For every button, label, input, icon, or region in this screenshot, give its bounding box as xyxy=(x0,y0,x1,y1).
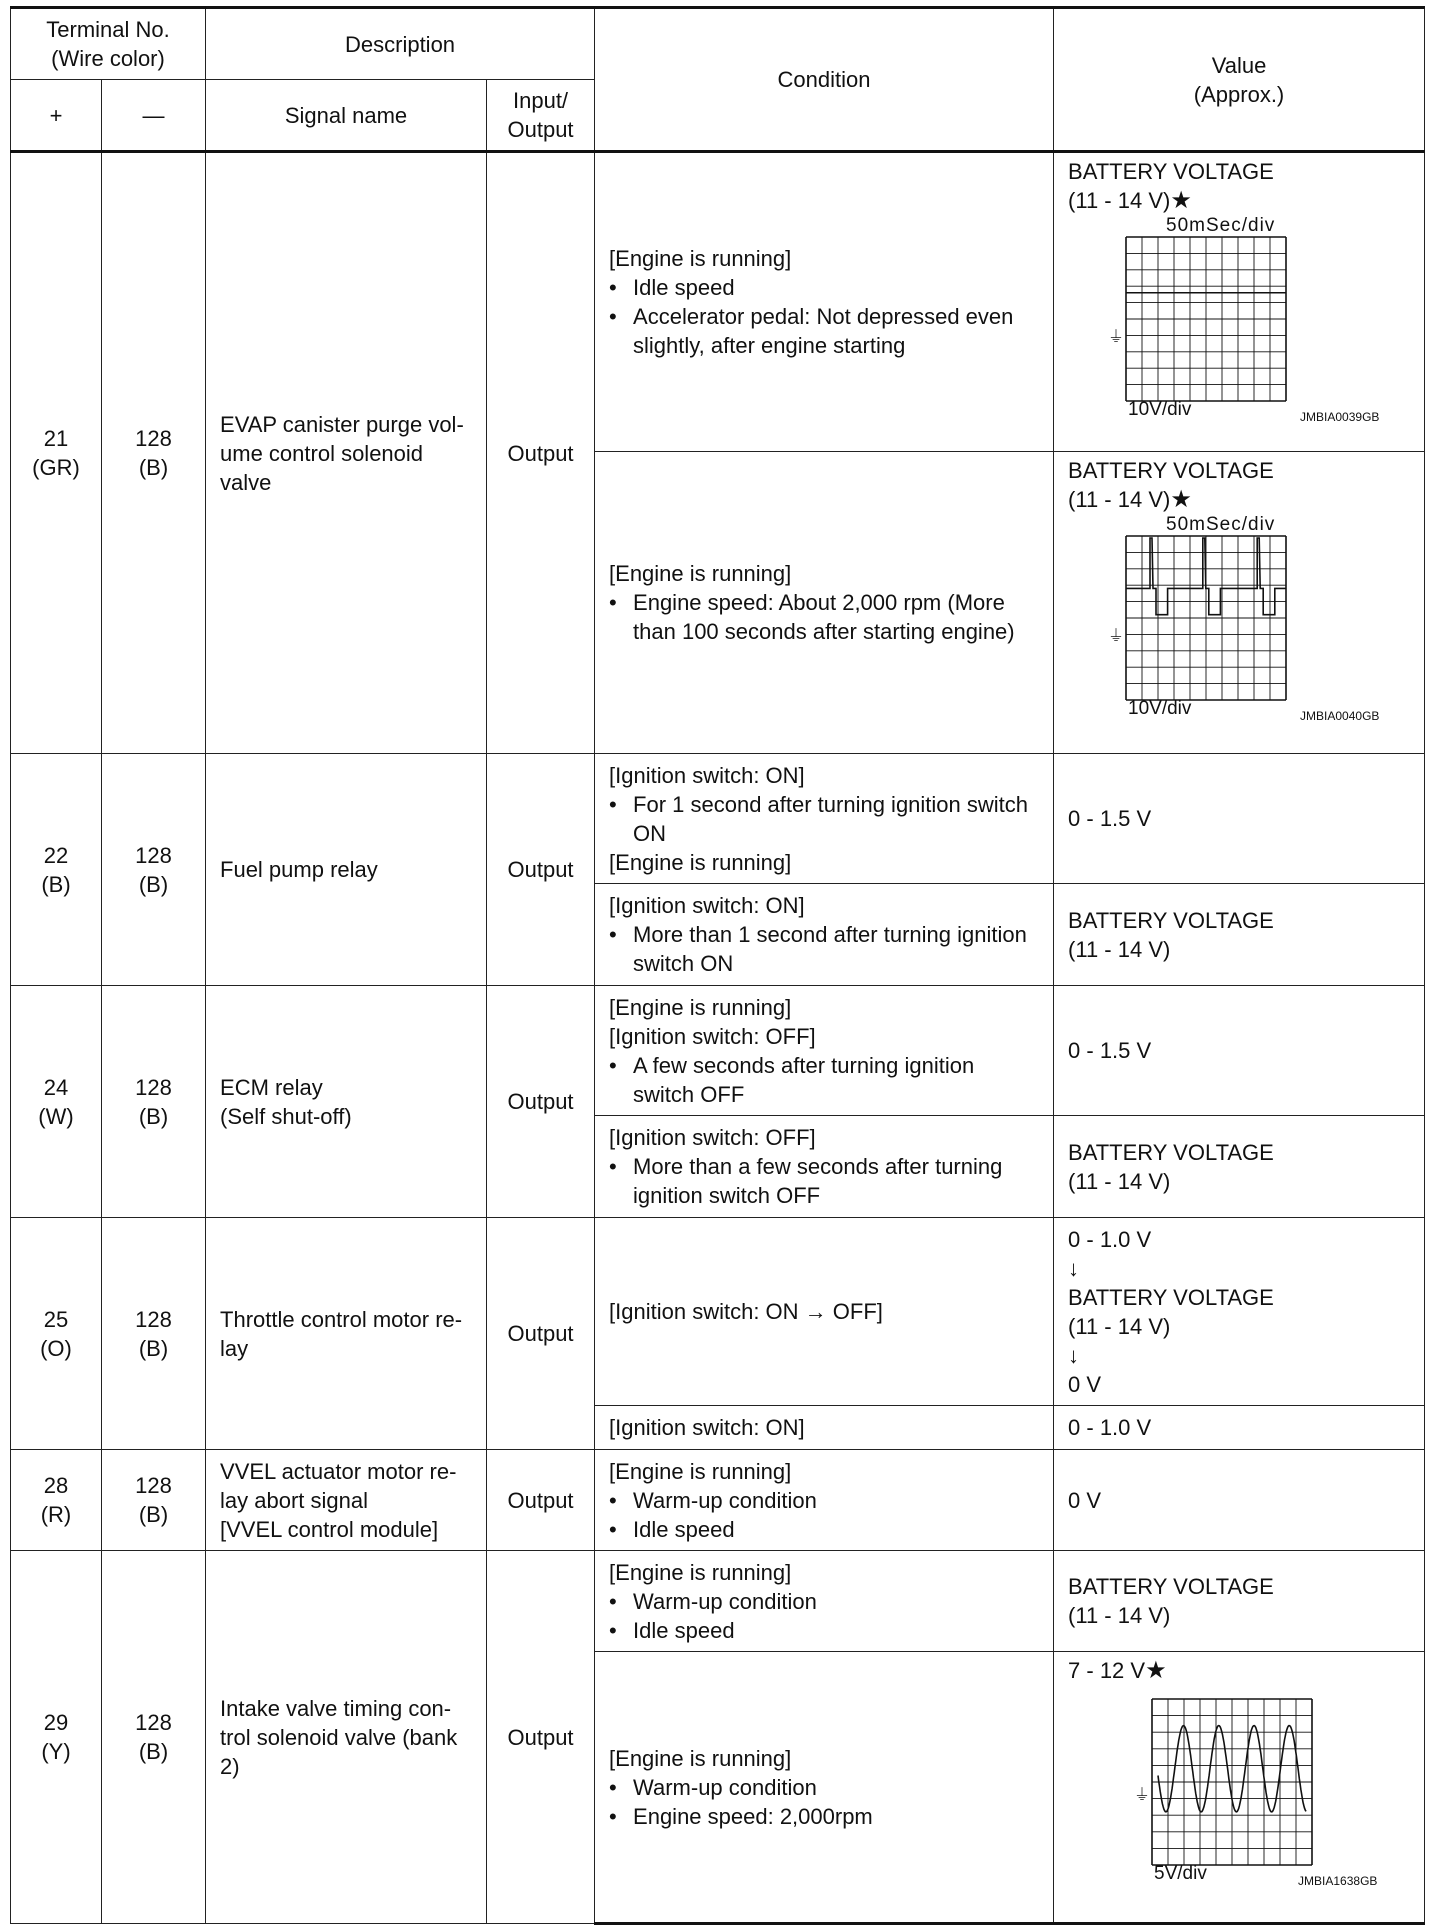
ecm-terminal-table xyxy=(10,6,1425,1925)
condition-bullet xyxy=(609,273,1043,302)
minus-wire-color: (B) xyxy=(138,1502,169,1527)
condition-cell xyxy=(595,754,1054,884)
condition-line: [Engine is running] xyxy=(609,561,792,586)
plus-terminal-no: 29 xyxy=(43,1710,69,1735)
minus-terminal-no: 128 xyxy=(135,1710,172,1735)
bullet-dot-icon: • xyxy=(609,1487,617,1513)
header-input-output xyxy=(487,80,595,152)
header-minus: — xyxy=(102,80,206,152)
condition-cell xyxy=(595,152,1054,452)
bullet-dot-icon: • xyxy=(609,304,617,329)
value-line xyxy=(1068,1341,1414,1370)
minus-wire-color: (B) xyxy=(138,455,169,480)
bullet-dot-icon: • xyxy=(609,590,617,615)
condition-bullet xyxy=(609,1773,1043,1802)
signal-name-line: (Self shut-off) xyxy=(220,1103,352,1129)
plus-terminal-no: 25 xyxy=(43,1306,69,1332)
value-line xyxy=(1068,1486,1414,1515)
condition-bullet xyxy=(609,819,1043,848)
minus-terminal-no: 128 xyxy=(135,1074,172,1100)
table-row xyxy=(11,1218,1425,1406)
minus-terminal-cell xyxy=(102,1450,206,1551)
value-cell xyxy=(1054,754,1425,884)
value-cell xyxy=(1054,1218,1425,1406)
minus-terminal-cell xyxy=(102,152,206,754)
condition-line: [Ignition switch: ON] xyxy=(609,762,805,788)
minus-terminal-no: 128 xyxy=(135,842,172,868)
signal-name-line: lay xyxy=(220,1335,249,1361)
condition-cell xyxy=(595,1406,1054,1450)
table-row xyxy=(11,1551,1425,1652)
star-icon: ★ xyxy=(1145,1657,1167,1684)
plus-terminal-cell xyxy=(11,986,102,1218)
oscilloscope-waveform xyxy=(1068,215,1398,424)
signal-name-line: ECM relay xyxy=(220,1074,323,1100)
plus-terminal-cell xyxy=(11,152,102,754)
condition-bullet xyxy=(609,1486,1043,1515)
bullet-dot-icon: • xyxy=(609,1774,617,1800)
value-text: 0 - 1.5 V xyxy=(1068,806,1152,831)
scope-grid-svg xyxy=(1068,1685,1388,1890)
value-text: 0 - 1.5 V xyxy=(1068,1038,1152,1063)
condition-cell xyxy=(595,1116,1054,1218)
plus-wire-color: (B) xyxy=(41,871,71,897)
figure-code: JMBIA0039GB xyxy=(1300,410,1380,424)
input-output-cell: Output xyxy=(487,754,595,986)
value-line xyxy=(1068,1138,1414,1167)
condition-bullet xyxy=(609,1515,1043,1544)
value-cell xyxy=(1054,884,1425,986)
value-text: (11 - 14 V) xyxy=(1068,936,1171,962)
condition-bullet xyxy=(609,1616,1043,1645)
table-body xyxy=(11,152,1425,1924)
wire-color-label: (Wire color) xyxy=(51,46,165,71)
bullet-text: Warm-up condition xyxy=(633,1588,817,1614)
signal-name-cell xyxy=(206,152,487,754)
value-text: (11 - 14 V) xyxy=(1068,487,1171,512)
bullet-text: Accelerator pedal: Not depressed even xyxy=(633,304,1014,329)
value-text: (11 - 14 V) xyxy=(1068,188,1171,213)
star-icon: ★ xyxy=(1170,187,1192,214)
table-row xyxy=(11,986,1425,1116)
minus-terminal-no: 128 xyxy=(135,1306,172,1332)
value-text: ↓ xyxy=(1068,1342,1080,1368)
signal-name-cell xyxy=(206,1551,487,1924)
table-row xyxy=(11,754,1425,884)
value-line xyxy=(1068,1036,1414,1065)
bullet-dot-icon: • xyxy=(609,1803,617,1829)
bullet-text: slightly, after engine starting xyxy=(633,333,906,358)
terminal-spec-document xyxy=(10,6,1424,1925)
condition-bullet xyxy=(609,302,1043,331)
value-text: BATTERY VOLTAGE xyxy=(1068,1284,1274,1310)
bullet-dot-icon: • xyxy=(609,1154,617,1179)
value-text: (11 - 14 V) xyxy=(1068,1603,1171,1628)
bullet-dot-icon: • xyxy=(609,1617,617,1643)
input-output-cell: Output xyxy=(487,986,595,1218)
bullet-text: switch OFF xyxy=(633,1081,745,1107)
input-label: Input/ xyxy=(513,88,569,113)
condition-cell xyxy=(595,1551,1054,1652)
plus-wire-color: (Y) xyxy=(41,1739,71,1764)
value-line xyxy=(1068,1572,1414,1601)
value-line xyxy=(1068,1413,1414,1442)
bullet-dot-icon: • xyxy=(609,1052,617,1078)
plus-terminal-no: 24 xyxy=(43,1074,69,1100)
ground-symbol-icon: ⏚ xyxy=(1108,626,1125,646)
condition-cell xyxy=(595,1218,1054,1406)
value-label: Value xyxy=(1211,52,1267,78)
value-text: 7 - 12 V xyxy=(1068,1658,1146,1683)
bullet-text: A few seconds after turning ignition xyxy=(633,1052,975,1078)
value-cell xyxy=(1054,986,1425,1116)
input-output-cell: Output xyxy=(487,1450,595,1551)
plus-terminal-cell xyxy=(11,1218,102,1450)
signal-name-cell xyxy=(206,986,487,1218)
figure-code: JMBIA0040GB xyxy=(1300,709,1380,723)
minus-wire-color: (B) xyxy=(138,871,169,897)
condition-line: [Ignition switch: ON] xyxy=(609,893,805,918)
condition-bullet xyxy=(609,1051,1043,1080)
signal-name-cell xyxy=(206,1450,487,1551)
signal-name-line: [VVEL control module] xyxy=(220,1516,439,1542)
value-text: (11 - 14 V) xyxy=(1068,1168,1171,1194)
bullet-text: Idle speed xyxy=(633,1516,735,1542)
signal-name-line: ume control solenoid xyxy=(220,440,424,466)
signal-name-cell xyxy=(206,754,487,986)
condition-cell xyxy=(595,1450,1054,1551)
value-text: 0 - 1.0 V xyxy=(1068,1415,1152,1440)
bullet-dot-icon: • xyxy=(609,1588,617,1614)
figure-code: JMBIA1638GB xyxy=(1298,1874,1378,1888)
header-plus: + xyxy=(11,80,102,152)
condition-line: [Engine is running] xyxy=(609,1559,792,1585)
bullet-text: Idle speed xyxy=(633,275,735,300)
plus-terminal-cell xyxy=(11,1551,102,1924)
output-label: Output xyxy=(507,117,574,142)
value-line xyxy=(1068,906,1414,935)
condition-bullet xyxy=(609,1080,1043,1109)
value-cell xyxy=(1054,452,1425,754)
condition-cell xyxy=(595,884,1054,986)
signal-name-line: lay abort signal xyxy=(220,1487,368,1513)
terminal-no-label: Terminal No. xyxy=(46,17,170,42)
condition-bullet xyxy=(609,617,1043,646)
value-line xyxy=(1068,935,1414,964)
value-text: (11 - 14 V) xyxy=(1068,1313,1171,1339)
plus-wire-color: (O) xyxy=(40,1335,72,1361)
oscilloscope-waveform xyxy=(1068,514,1398,723)
star-icon: ★ xyxy=(1170,486,1192,513)
bullet-text: ON xyxy=(633,820,667,846)
plus-wire-color: (W) xyxy=(38,1103,74,1129)
header-value xyxy=(1054,8,1425,152)
value-cell xyxy=(1054,1406,1425,1450)
bullet-text: Warm-up condition xyxy=(633,1487,817,1513)
value-cell xyxy=(1054,1551,1425,1652)
condition-line: [Ignition switch: ON → OFF] xyxy=(609,1299,883,1324)
condition-bullet xyxy=(609,1802,1043,1831)
condition-bullet xyxy=(609,790,1043,819)
bullet-text: than 100 seconds after starting engine) xyxy=(633,619,1015,644)
header-description: Description xyxy=(206,8,595,80)
input-output-cell: Output xyxy=(487,1551,595,1924)
signal-name-line: Fuel pump relay xyxy=(220,857,378,882)
ground-symbol-icon: ⏚ xyxy=(1108,327,1125,347)
condition-bullet xyxy=(609,1152,1043,1181)
scope-timebase: 50mSec/div xyxy=(1166,215,1276,236)
scope-grid-svg xyxy=(1068,514,1398,704)
plus-terminal-no: 28 xyxy=(43,1473,69,1498)
scope-grid-svg xyxy=(1068,215,1398,405)
plus-terminal-cell xyxy=(11,1450,102,1551)
bullet-dot-icon: • xyxy=(609,791,617,817)
minus-terminal-cell xyxy=(102,986,206,1218)
bullet-text: Engine speed: About 2,000 rpm (More xyxy=(633,590,1005,615)
condition-bullet xyxy=(609,1181,1043,1210)
header-signal-name: Signal name xyxy=(206,80,487,152)
minus-terminal-cell xyxy=(102,754,206,986)
value-line xyxy=(1068,1167,1414,1196)
minus-terminal-no: 128 xyxy=(135,1473,172,1498)
value-line xyxy=(1068,1254,1414,1283)
scope-volt-div: 5V/div xyxy=(1154,1863,1207,1884)
plus-terminal-cell xyxy=(11,754,102,986)
oscilloscope-waveform xyxy=(1068,1685,1388,1890)
signal-name-line: valve xyxy=(220,469,272,495)
value-cell xyxy=(1054,1450,1425,1551)
condition-line: [Engine is running] xyxy=(609,1458,792,1484)
bullet-text: Warm-up condition xyxy=(633,1774,817,1800)
bullet-dot-icon: • xyxy=(609,275,617,300)
signal-name-line: Throttle control motor re- xyxy=(220,1306,463,1332)
value-line xyxy=(1068,1601,1414,1630)
scope-volt-div: 10V/div xyxy=(1128,399,1192,420)
value-line xyxy=(1068,1312,1414,1341)
bullet-text: More than a few seconds after turning xyxy=(633,1154,1003,1179)
condition-bullet xyxy=(609,1587,1043,1616)
bullet-dot-icon: • xyxy=(609,1516,617,1542)
minus-terminal-cell xyxy=(102,1218,206,1450)
minus-terminal-no: 128 xyxy=(135,426,172,451)
condition-line: [Engine is running] xyxy=(609,246,792,271)
bullet-dot-icon: • xyxy=(609,922,617,947)
value-text: 0 V xyxy=(1068,1487,1102,1513)
value-line xyxy=(1068,1370,1414,1399)
signal-name-line: EVAP canister purge vol- xyxy=(220,411,464,437)
condition-cell xyxy=(595,1652,1054,1924)
value-cell xyxy=(1054,1652,1425,1924)
value-text: BATTERY VOLTAGE xyxy=(1068,458,1274,483)
signal-name-line: Intake valve timing con- xyxy=(220,1695,452,1721)
approx-label: (Approx.) xyxy=(1193,81,1285,107)
value-text: BATTERY VOLTAGE xyxy=(1068,907,1274,933)
signal-name-line: VVEL actuator motor re- xyxy=(220,1458,457,1484)
bullet-text: For 1 second after turning ignition switch xyxy=(633,791,1029,817)
value-text: BATTERY VOLTAGE xyxy=(1068,1139,1274,1165)
value-text: 0 - 1.0 V xyxy=(1068,1226,1152,1252)
value-text: 0 V xyxy=(1068,1371,1102,1397)
bullet-text: Engine speed: 2,000rpm xyxy=(633,1803,873,1829)
condition-bullet xyxy=(609,949,1043,978)
header-terminal-no xyxy=(11,8,206,80)
bullet-text: ignition switch OFF xyxy=(633,1183,821,1208)
minus-wire-color: (B) xyxy=(138,1335,169,1361)
value-text: BATTERY VOLTAGE xyxy=(1068,1574,1274,1599)
condition-bullet xyxy=(609,920,1043,949)
input-output-cell: Output xyxy=(487,152,595,754)
minus-wire-color: (B) xyxy=(138,1103,169,1129)
value-text: BATTERY VOLTAGE xyxy=(1068,159,1274,184)
condition-line: [Engine is running] xyxy=(609,1745,792,1771)
condition-cell xyxy=(595,986,1054,1116)
plus-wire-color: (GR) xyxy=(32,455,80,480)
bullet-text: switch ON xyxy=(633,951,734,976)
bullet-text: More than 1 second after turning ignition xyxy=(633,922,1027,947)
bullet-text: Idle speed xyxy=(633,1617,735,1643)
scope-timebase: 50mSec/div xyxy=(1166,514,1276,535)
table-row xyxy=(11,152,1425,452)
signal-name-cell xyxy=(206,1218,487,1450)
value-line xyxy=(1068,804,1414,833)
value-line xyxy=(1068,157,1414,186)
minus-terminal-cell xyxy=(102,1551,206,1924)
table-row xyxy=(11,1450,1425,1551)
value-cell xyxy=(1054,1116,1425,1218)
plus-terminal-no: 22 xyxy=(43,842,69,868)
minus-wire-color: (B) xyxy=(138,1739,169,1764)
condition-bullet xyxy=(609,588,1043,617)
condition-line: [Engine is running] xyxy=(609,994,792,1020)
condition-line: [Engine is running] xyxy=(609,849,792,875)
plus-wire-color: (R) xyxy=(40,1502,72,1527)
header-condition: Condition xyxy=(595,8,1054,152)
condition-line: [Ignition switch: OFF] xyxy=(609,1023,816,1049)
value-line xyxy=(1068,1656,1414,1685)
signal-name-line: 2) xyxy=(220,1753,240,1779)
condition-bullet xyxy=(609,331,1043,360)
condition-line: [Ignition switch: OFF] xyxy=(609,1125,816,1150)
value-cell xyxy=(1054,152,1425,452)
condition-cell xyxy=(595,452,1054,754)
input-output-cell: Output xyxy=(487,1218,595,1450)
value-line xyxy=(1068,1225,1414,1254)
plus-terminal-no: 21 xyxy=(43,426,69,451)
scope-volt-div: 10V/div xyxy=(1128,698,1192,719)
condition-line: [Ignition switch: ON] xyxy=(609,1415,805,1440)
ground-symbol-icon: ⏚ xyxy=(1134,1785,1151,1805)
value-text: ↓ xyxy=(1068,1255,1080,1281)
value-line xyxy=(1068,456,1414,485)
signal-name-line: trol solenoid valve (bank xyxy=(220,1724,458,1750)
value-line xyxy=(1068,1283,1414,1312)
